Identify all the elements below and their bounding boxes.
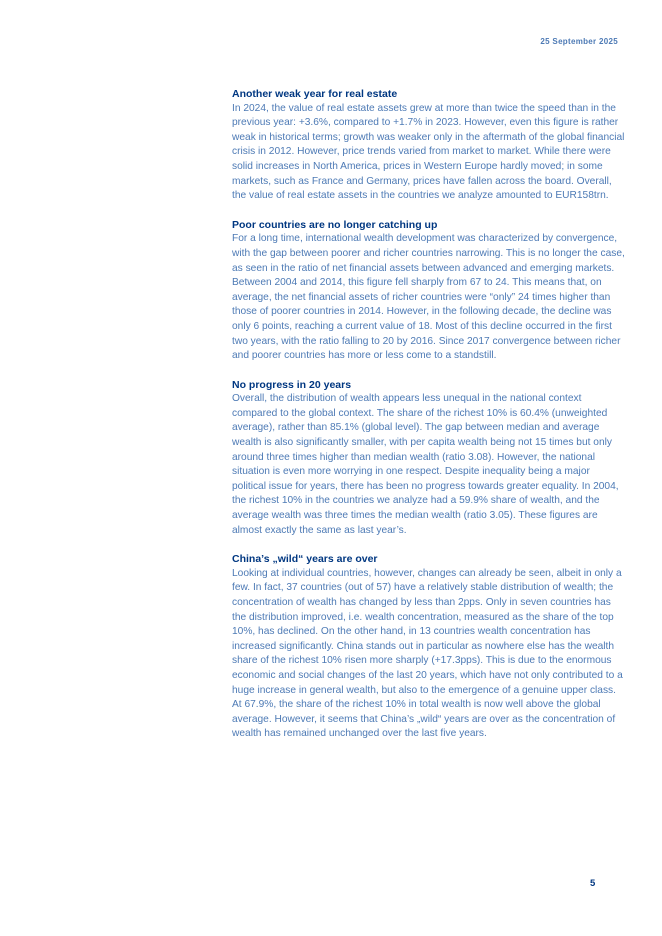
section-paragraph: For a long time, international wealth development was characterized by convergence, with the gap between poorer and richer countries narrowing. This is no longer the case, as seen in the ratio of net financial assets between advanced and emerging markets. Between 2004 and 2014, this figure fell sharply from 67 to 24. This means that, on average, the net financial assets of richer countries were “only” 24 times higher than those of poorer countries in 2014. However, in the following decade, the decline was only 6 points, reaching a current value of 18. Most of this decline occurred in the first two years, with the ratio falling to 20 by 2016. Since 2017 convergence between richer and poorer countries has more or less come to a standstill. — [232, 233, 625, 362]
section-paragraph: In 2024, the value of real estate assets grew at more than twice the speed than in the previous year: +3.6%, compared to +1.7% in 2023. However, even this figure is rather weak in historical terms; growth was weaker only in the aftermath of the global financial crisis in 2012. However, price trends varied from market to market. While there were solid increases in North America, prices in Western Europe hardly moved; in some markets, such as France and Germany, prices have fallen across the board. Overall, the value of real estate assets in the countries we analyze amounted to EUR158trn. — [232, 102, 625, 202]
page-number: 5 — [590, 878, 596, 889]
report-section — [232, 218, 626, 364]
section-paragraph: Overall, the distribution of wealth appears less unequal in the national context compared to the global context. The share of the richest 10% is 60.4% (unweighted average), rather than 85.1% (global level). The gap between median and average wealth is also significantly smaller, with per capita wealth being not 15 times but only around three times higher than median wealth (ratio 3.08). However, the national situation is even more worrying in one respect. Despite inequality being a major political issue for years, there has been no progress towards greater equality. In 2004, the richest 10% in the countries we analyze had a 59.9% share of wealth, and the average wealth was three times the median wealth (ratio 3.05). These figures are almost exactly the same as last year’s. — [232, 393, 619, 536]
section-paragraph: Looking at individual countries, however, changes can already be seen, albeit in only a few. In fact, 37 countries (out of 57) have a relatively stable distribution of wealth; the concentration of wealth has changed by less than 2pps. Only in seven countries has the distribution improved, i.e. wealth concentration, measured as the share of the top 10%, has declined. On the other hand, in 13 countries wealth concentration has increased significantly. China stands out in particular as nowhere else has the wealth share of the richest 10% risen more sharply (+17.3pps). This is due to the enormous economic and social changes of the last 20 years, which have not only contributed to a huge increase in general wealth, but also to the emergence of a genuine upper class. At 67.9%, the share of the richest 10% in total wealth is now well above the global average. However, it seems that China’s „wild“ years are over as the concentration of wealth has remained unchanged over the last five years. — [232, 567, 623, 740]
article-content — [232, 87, 626, 742]
report-section — [232, 552, 626, 742]
report-section — [232, 378, 626, 539]
report-section — [232, 87, 626, 204]
section-heading: No progress in 20 years — [232, 378, 352, 391]
section-heading: Poor countries are no longer catching up — [232, 218, 438, 231]
section-heading: China’s „wild“ years are over — [232, 553, 378, 566]
document-date: 25 September 2025 — [540, 37, 618, 46]
section-heading: Another weak year for real estate — [232, 88, 398, 100]
